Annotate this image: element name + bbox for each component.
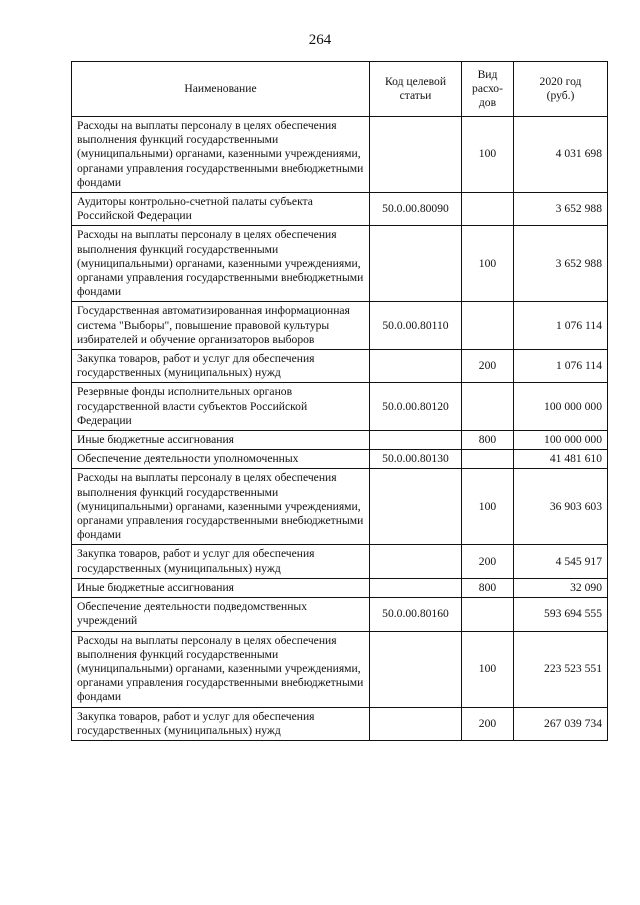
table-row (72, 193, 608, 226)
header-name-text: Наименование (184, 81, 257, 95)
table-header-row (72, 62, 608, 117)
table-row (72, 545, 608, 578)
table-row (72, 631, 608, 707)
cell-amount: 223 523 551 (514, 631, 608, 707)
cell-code: 50.0.00.80120 (370, 383, 462, 431)
cell-kind (462, 450, 514, 469)
cell-amount: 41 481 610 (514, 450, 608, 469)
table-body (72, 117, 608, 741)
cell-amount: 100 000 000 (514, 383, 608, 431)
header-kind-line: дов (478, 96, 497, 110)
header-name (72, 62, 370, 117)
table-row (72, 598, 608, 631)
cell-name: Расходы на выплаты персоналу в целях обеспечения выполнения функций государственными (муниципальными) органами, казенными учреждениями, органами управления государственными внебюджетными фондами (72, 226, 370, 302)
cell-name: Расходы на выплаты персоналу в целях обеспечения выполнения функций государственными (муниципальными) органами, казенными учреждениями, органами управления государственными внебюджетными фондами (72, 469, 370, 545)
cell-code (370, 431, 462, 450)
table-row (72, 578, 608, 597)
cell-code (370, 350, 462, 383)
cell-kind: 200 (462, 350, 514, 383)
cell-amount: 1 076 114 (514, 350, 608, 383)
cell-kind (462, 193, 514, 226)
cell-code (370, 545, 462, 578)
table-row (72, 350, 608, 383)
header-kind (462, 62, 514, 117)
cell-code (370, 226, 462, 302)
cell-name: Аудиторы контрольно-счетной палаты субъекта Российской Федерации (72, 193, 370, 226)
table-row (72, 431, 608, 450)
table-row (72, 450, 608, 469)
header-amount-line: (руб.) (546, 89, 575, 102)
cell-name: Иные бюджетные ассигнования (72, 431, 370, 450)
cell-amount: 36 903 603 (514, 469, 608, 545)
budget-table (71, 61, 608, 741)
cell-code: 50.0.00.80110 (370, 302, 462, 350)
cell-name: Закупка товаров, работ и услуг для обеспечения государственных (муниципальных) нужд (72, 350, 370, 383)
table-row (72, 707, 608, 740)
header-code-line: статьи (399, 89, 432, 102)
cell-kind: 800 (462, 431, 514, 450)
cell-name: Закупка товаров, работ и услуг для обеспечения государственных (муниципальных) нужд (72, 545, 370, 578)
cell-name: Расходы на выплаты персоналу в целях обеспечения выполнения функций государственными (муниципальными) органами, казенными учреждениями, органами управления государственными внебюджетными фондами (72, 117, 370, 193)
cell-amount: 593 694 555 (514, 598, 608, 631)
cell-amount: 3 652 988 (514, 193, 608, 226)
header-code (370, 62, 462, 117)
cell-amount: 1 076 114 (514, 302, 608, 350)
cell-kind: 200 (462, 707, 514, 740)
cell-kind: 100 (462, 117, 514, 193)
cell-code: 50.0.00.80130 (370, 450, 462, 469)
cell-amount: 32 090 (514, 578, 608, 597)
cell-kind: 100 (462, 631, 514, 707)
cell-name: Закупка товаров, работ и услуг для обеспечения государственных (муниципальных) нужд (72, 707, 370, 740)
cell-name: Государственная автоматизированная информационная система "Выборы", повышение правовой культуры избирателей и обучение организаторов выборов (72, 302, 370, 350)
header-kind-line: Вид (477, 67, 498, 81)
header-kind-line: расхо- (472, 81, 503, 95)
cell-code (370, 578, 462, 597)
cell-kind: 100 (462, 469, 514, 545)
cell-code (370, 117, 462, 193)
cell-name: Обеспечение деятельности уполномоченных (72, 450, 370, 469)
cell-kind: 200 (462, 545, 514, 578)
cell-kind (462, 302, 514, 350)
cell-amount: 267 039 734 (514, 707, 608, 740)
cell-amount: 4 031 698 (514, 117, 608, 193)
cell-amount: 100 000 000 (514, 431, 608, 450)
cell-kind: 800 (462, 578, 514, 597)
header-amount-line: 2020 год (539, 74, 582, 88)
cell-code (370, 469, 462, 545)
page-number: 264 (308, 32, 332, 48)
cell-code (370, 707, 462, 740)
table-row (72, 302, 608, 350)
cell-name: Резервные фонды исполнительных органов государственной власти субъектов Российской Федерации (72, 383, 370, 431)
header-code-line: Код целевой (384, 74, 447, 88)
cell-amount: 3 652 988 (514, 226, 608, 302)
table-row (72, 226, 608, 302)
cell-kind (462, 383, 514, 431)
header-amount (514, 62, 608, 117)
cell-amount: 4 545 917 (514, 545, 608, 578)
table-row (72, 383, 608, 431)
cell-name: Расходы на выплаты персоналу в целях обеспечения выполнения функций государственными (муниципальными) органами, казенными учреждениями, органами управления государственными внебюджетными фондами (72, 631, 370, 707)
cell-code (370, 631, 462, 707)
table-row (72, 469, 608, 545)
cell-kind (462, 598, 514, 631)
cell-code: 50.0.00.80090 (370, 193, 462, 226)
cell-name: Обеспечение деятельности подведомственных учреждений (72, 598, 370, 631)
cell-name: Иные бюджетные ассигнования (72, 578, 370, 597)
table-row (72, 117, 608, 193)
cell-code: 50.0.00.80160 (370, 598, 462, 631)
cell-kind: 100 (462, 226, 514, 302)
